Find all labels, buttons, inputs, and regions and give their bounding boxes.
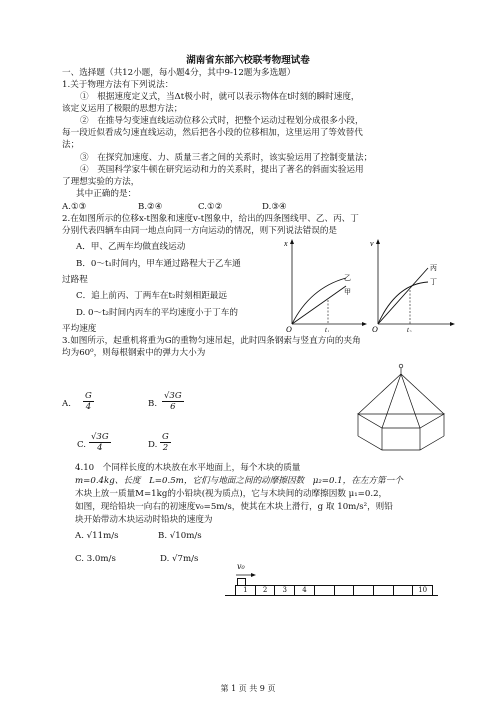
q3-option-b-label: B. <box>148 399 158 409</box>
blocks-figure <box>225 562 440 607</box>
q2-option-b-cont: 过路程 <box>62 275 88 285</box>
q3-stem-2: 均为60⁰，则每根钢索中的弹力大小为 <box>62 348 206 358</box>
q1-statement-4: ④ 英国科学家牛顿在研究运动和力的关系时，提出了著名的斜面实验运用 <box>80 165 364 175</box>
q4-stem-3: 木块上放一质量M=1kg的小铅块(视为质点)，它与木块间的动摩擦因数 μ₁=0.2， <box>75 489 388 499</box>
vt-origin: O <box>372 325 378 332</box>
q3-option-d-fraction: $\frac{G}{2}$ <box>162 432 169 453</box>
q4-option-b: B. √10m/s <box>158 531 202 541</box>
q2-stem-2: 分别代表四辆车由同一地点向同一方向运动的情况，则下列说法错误的是 <box>62 226 338 236</box>
ground-line <box>225 595 438 596</box>
vt-series-bing: 丙 <box>430 264 437 272</box>
q1-option-d: D.③④ <box>262 202 287 212</box>
q1-statement-2-cont: 每一段近似看成匀速直线运动，然后把各小段的位移相加，这里运用了等效替代 <box>62 128 363 138</box>
xt-series-yi: 乙 <box>344 274 351 282</box>
q1-option-a: A.①③ <box>62 202 87 212</box>
xt-graph <box>284 236 368 332</box>
q4-stem-4: 如图，现给铅块一向右的初速度v₀=5m/s，使其在木块上滑行，g 取 10m/s²，则铅 <box>75 502 393 512</box>
q2-option-c: C．追上前丙、丁两车在t₂时刻相距最远 <box>76 291 227 301</box>
q3-option-d-label: D. <box>148 440 158 450</box>
block <box>315 586 335 595</box>
q3-option-a-label: A. <box>62 399 71 409</box>
vt-series-ding: 丁 <box>430 278 437 286</box>
q1-statement-3: ③ 在探究加速度、力、质量三者之间的关系时，该实验运用了控制变量法； <box>80 153 373 163</box>
block: 4 <box>295 586 315 595</box>
block <box>335 586 355 595</box>
vt-graph <box>370 236 456 332</box>
block: 2 <box>256 586 276 595</box>
q3-stem-1: 3.如图所示，起重机将重为G的重物匀速吊起，此时四条钢索与竖直方向的夹角 <box>62 336 361 346</box>
block: 1 <box>236 586 256 595</box>
block <box>354 586 374 595</box>
q3-option-c-fraction: $\frac{√3G}{4}$ <box>91 432 109 453</box>
q1-option-c: C.①② <box>198 202 223 212</box>
v0-label: v₀ <box>237 562 245 571</box>
section-heading: 一、选择题（共12小题，每小题4分，其中9-12题为多选题） <box>62 68 296 78</box>
page-title: 湖南省东部六校联考物理试卷 <box>186 55 310 66</box>
q3-option-a-fraction: $\frac{G}{4}$ <box>85 391 92 412</box>
q2-option-b: B．0～t₁时间内，甲车通过路程大于乙车通 <box>76 259 241 269</box>
xt-tick: t₁ <box>325 326 330 332</box>
q2-option-d-cont: 平均速度 <box>62 324 97 334</box>
q4-option-c: C. 3.0m/s <box>75 554 116 564</box>
block: 3 <box>275 586 295 595</box>
xt-series-jia: 甲 <box>344 288 351 296</box>
block <box>394 586 414 595</box>
q4-stem-2: m=0.4kg、长度 L=0.5m，它们与地面之间的动摩擦因数 μ₂=0.1，在左方第一个 <box>75 476 403 486</box>
q1-statement-2: ② 在推导匀变速直线运动位移公式时，把整个运动过程划分成很多小段， <box>80 116 364 126</box>
vt-tick: t₂ <box>407 326 412 332</box>
q1-option-b: B.②④ <box>138 202 163 212</box>
xt-y-label: x <box>284 239 288 248</box>
q4-stem-5: 块开始带动木块运动时铅块的速度为 <box>75 515 213 525</box>
q3-option-c-label: C. <box>77 440 87 450</box>
vt-y-label: v <box>370 239 374 248</box>
xt-origin: O <box>286 325 292 332</box>
q1-statement-4-cont: 了理想实验的方法， <box>62 177 140 187</box>
q1-stem: 1.关于物理方法有下列说法： <box>62 80 174 90</box>
q2-option-a: A．甲、乙两车均做直线运动 <box>76 242 186 252</box>
page-footer: 第 1 页 共 9 页 <box>220 684 276 693</box>
block: 10 <box>418 586 428 594</box>
q1-question: 其中正确的是： <box>76 189 137 199</box>
q4-option-d: D. √7m/s <box>160 554 199 564</box>
q1-statement-1: ① 根据速度定义式，当Δt极小时，就可以表示物体在t时刻的瞬时速度， <box>80 92 360 102</box>
q1-statement-1-cont: 该定义运用了极限的思想方法； <box>62 104 183 114</box>
q1-statement-2-end: 法； <box>62 140 80 150</box>
q3-option-b-fraction: $\frac{√3G}{6}$ <box>164 391 182 412</box>
q4-stem-1: 4.10 个同样长度的木块放在水平地面上，每个木块的质量 <box>75 463 301 473</box>
q2-option-d: D. 0～t₂时间内丙车的平均速度小于丁车的 <box>76 308 238 318</box>
crane-weight-figure <box>352 360 450 456</box>
q2-stem-1: 2.在如图所示的位移x-t图象和速度v-t图象中，给出的四条图线甲、乙、丙、丁 <box>62 214 359 224</box>
block <box>374 586 394 595</box>
q4-option-a: A. √11m/s <box>75 531 119 541</box>
